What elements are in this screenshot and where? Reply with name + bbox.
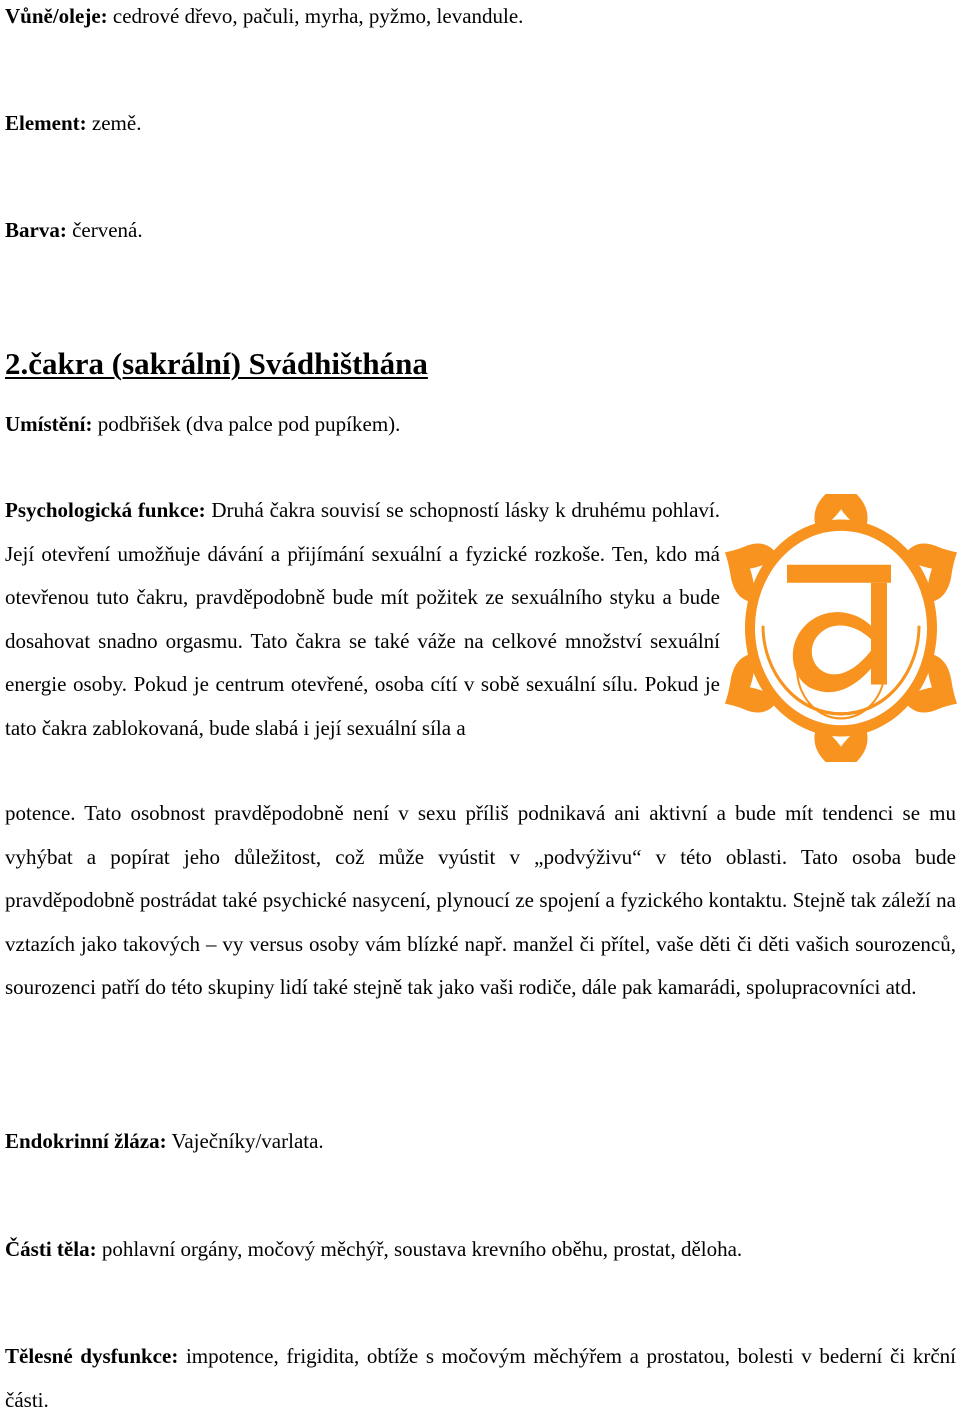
gland-value: Vaječníky/varlata. (166, 1129, 324, 1153)
location-label: Umístění: (5, 412, 93, 436)
body-parts-label: Části těla: (5, 1237, 97, 1261)
psych-paragraph-full: potence. Tato osobnost pravděpodobně není v sexu příliš podnikavá ani aktivní a bude mít tendenci se mu vyhýbat a popírat jeho důležitost, což může vyústit v „podvýživu“ v této oblasti. Tato osoba bude pravděpodobně postrádat také psychické nasycení, plynoucí ze spojení a fyzického kontaktu. Stejně tak záleží na vztazích jako takových – vy versus osoby vám blízké např. manžel či přítel, vaše děti či děti vašich sourozenců, sourozenci patří do této skupiny lidí také stejně tak jako vaši rodiče, dále pak kamarádi, spolupracovníci atd. (5, 801, 956, 999)
dysfunctions-paragraph (5, 1335, 956, 1422)
element-value: země. (86, 111, 142, 135)
color-line (5, 218, 143, 242)
dysfunctions-label: Tělesné dysfunkce: (5, 1344, 179, 1368)
scents-label: Vůně/oleje: (5, 4, 108, 28)
scents-line (5, 4, 523, 28)
body-parts-value: pohlavní orgány, močový měchýř, soustava krevního oběhu, prostat, děloha. (96, 1237, 743, 1261)
gland-line (5, 1129, 324, 1153)
color-label: Barva: (5, 218, 67, 242)
element-line (5, 111, 141, 135)
psych-label: Psychologická funkce: (5, 498, 206, 522)
location-line (5, 412, 400, 436)
gland-label: Endokrinní žláza: (5, 1129, 167, 1153)
body-parts-line (5, 1237, 742, 1261)
psych-text-narrow: Druhá čakra souvisí se schopností lásky k druhému pohlaví. Její otevření umožňuje dávání a přijímání sexuální a fyzické rozkoše. Ten, kdo má otevřenou tuto čakru, pravděpodobně bude mít požitek ze sexuálního styku a bude dosahovat snadno orgasmu. Tato čakra se také váže na celkové množství sexuální energie osoby. Pokud je centrum otevřené, osoba cítí v sobě sexuální sílu. Pokud je tato čakra zablokovaná, bude slabá i její sexuální síla a (5, 498, 720, 740)
dysfunctions-value: impotence, frigidita, obtíže s močovým měchýřem a prostatou, bolesti v bederní či krční části. (5, 1344, 956, 1412)
chakra-heading: 2.čakra (sakrální) Svádhišthána (5, 346, 428, 381)
scents-value: cedrové dřevo, pačuli, myrha, pyžmo, levandule. (107, 4, 524, 28)
sacral-chakra-symbol-icon (722, 494, 960, 762)
location-value: podbřišek (dva palce pod pupíkem). (92, 412, 401, 436)
element-label: Element: (5, 111, 87, 135)
psych-paragraph-narrow (5, 489, 720, 750)
color-value: červená. (66, 218, 143, 242)
